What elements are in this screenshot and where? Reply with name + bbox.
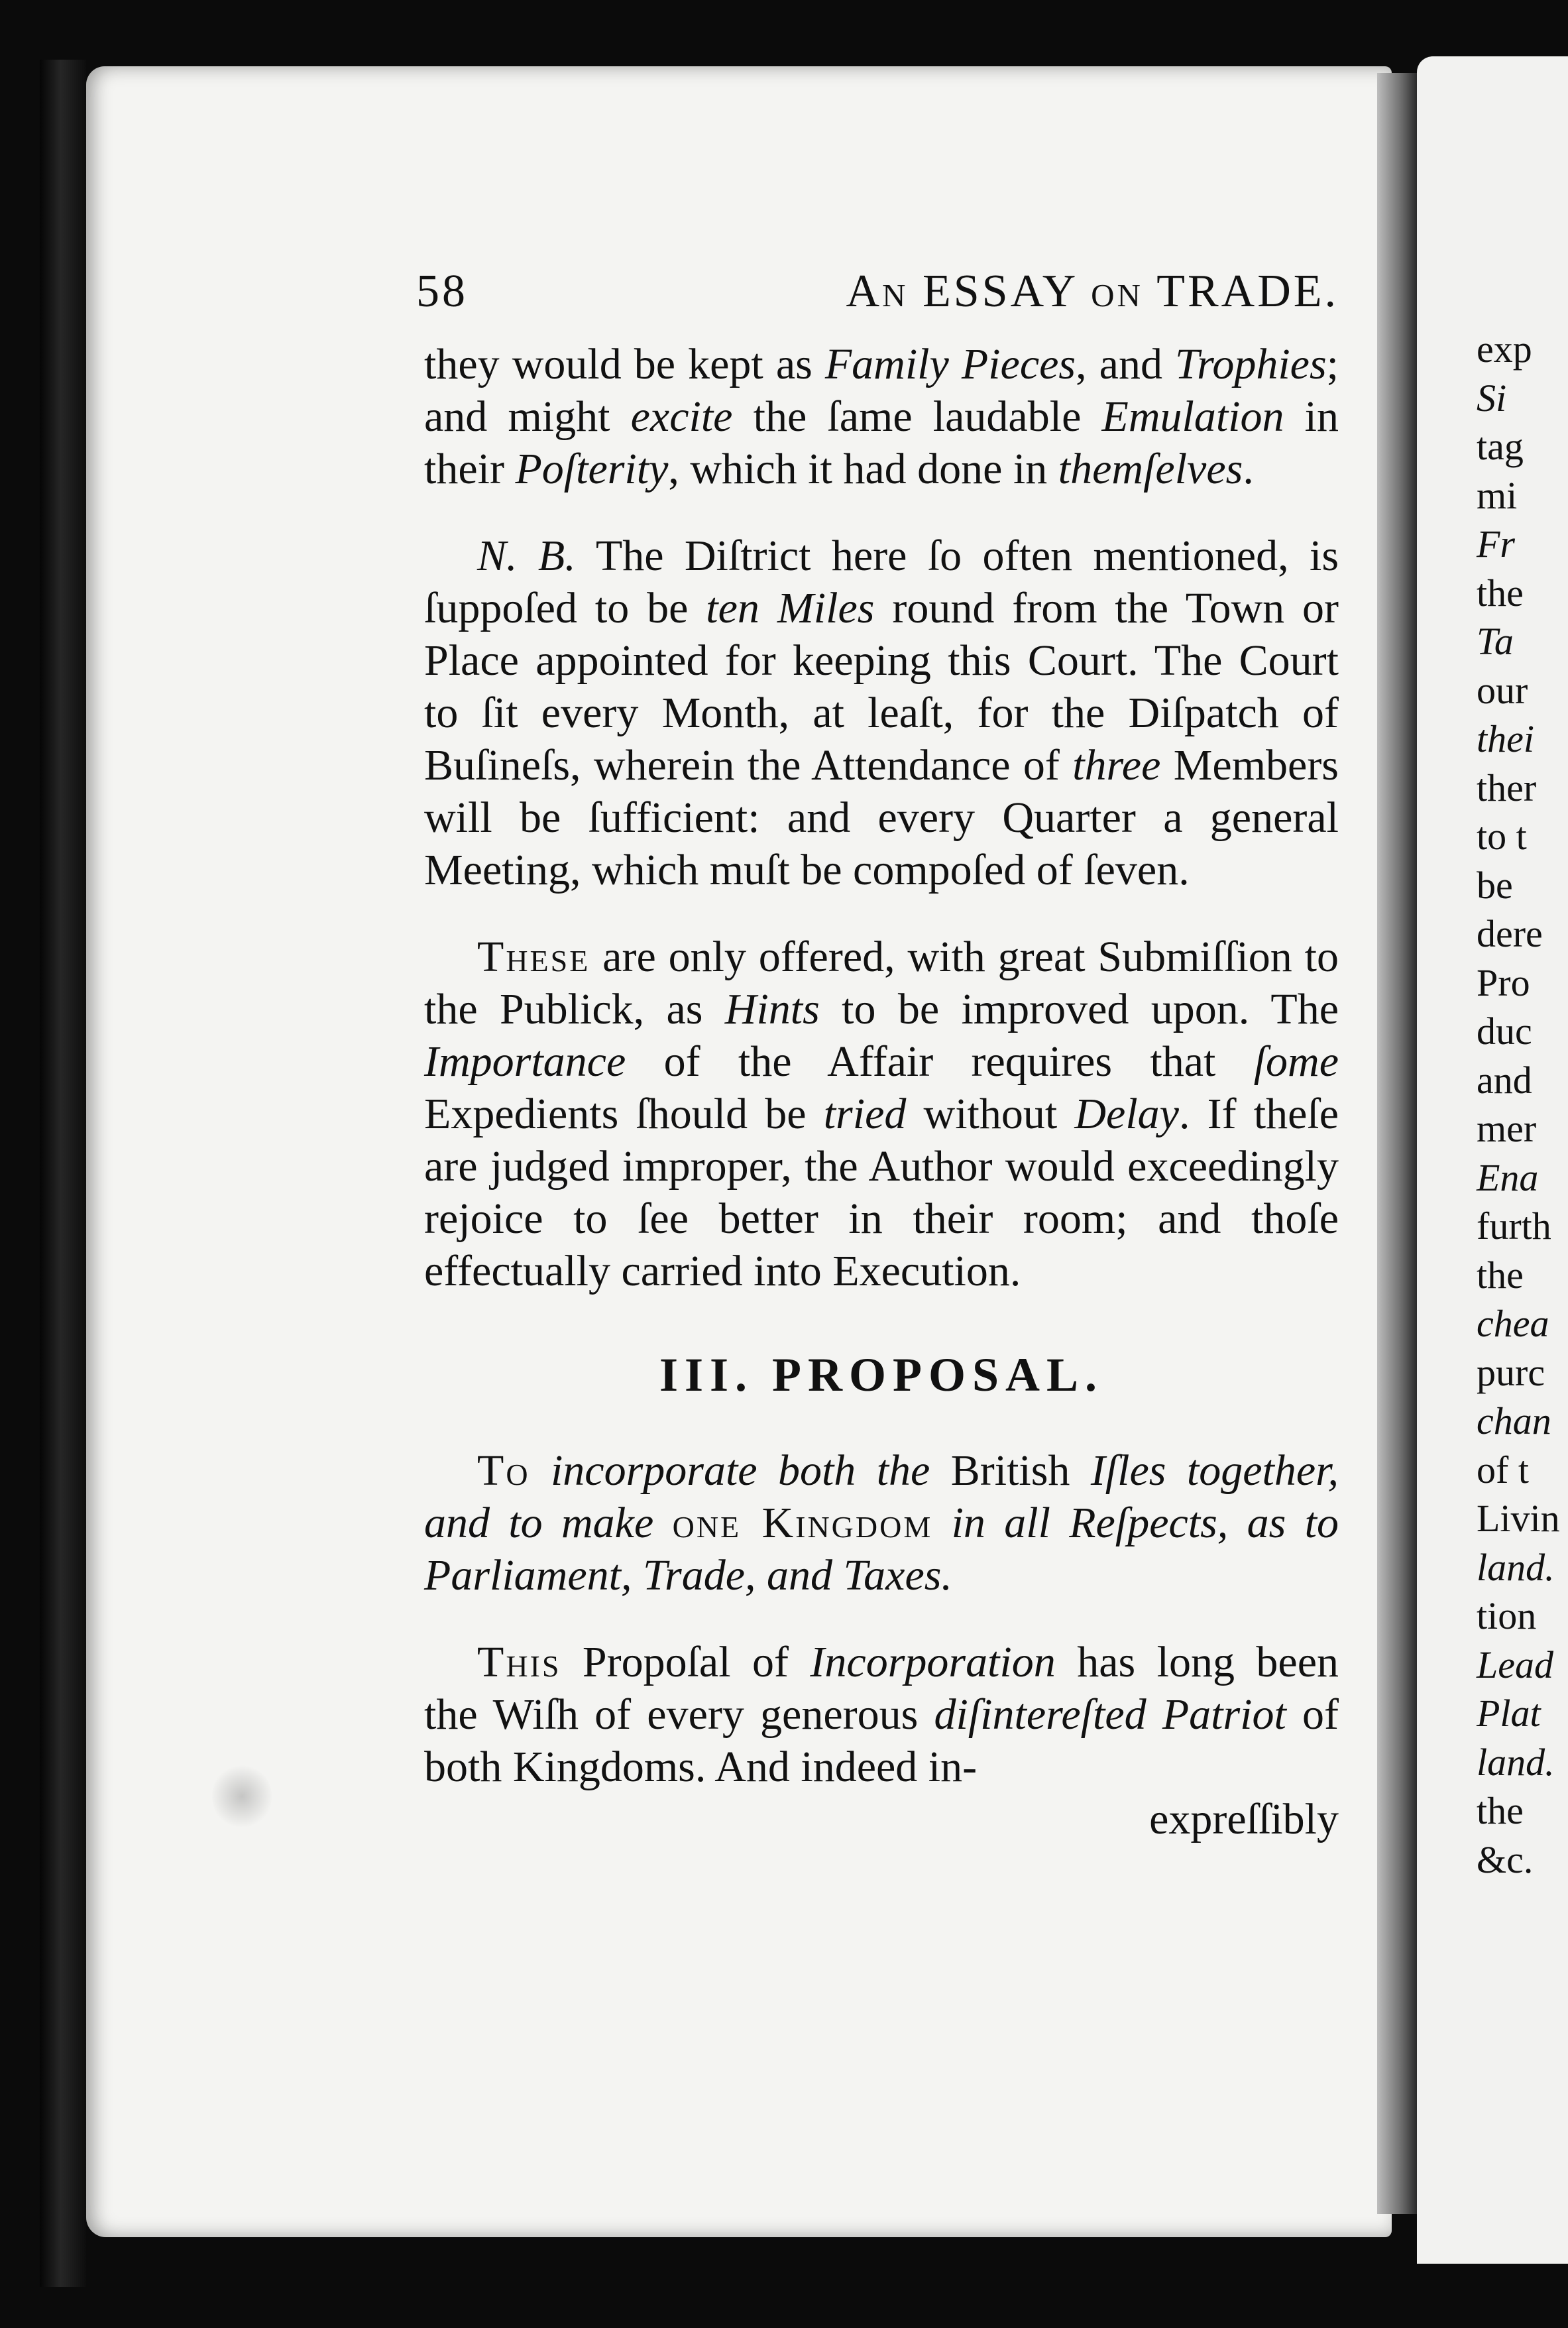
facing-page-line: Ena — [1477, 1155, 1539, 1199]
running-header — [416, 265, 1339, 338]
facing-page-text — [1477, 325, 1568, 1884]
facing-page-line: Fr — [1477, 522, 1515, 565]
facing-page-line: Pro — [1477, 960, 1530, 1004]
running-head-title: An ESSAY on TRADE. — [846, 266, 1339, 317]
paragraph-1: they would be kept as Family Pieces, and Trophies; and might excite the ſame laudable Emulation in their Poſterity, which it had done in themſelves. — [424, 340, 1339, 493]
page-edge-shadow — [1377, 73, 1417, 2214]
facing-page-line: purc — [1477, 1350, 1545, 1394]
book-binding — [40, 60, 86, 2287]
facing-page-line: land. — [1477, 1545, 1555, 1589]
facing-page-line: our — [1477, 668, 1528, 712]
facing-page-line: land. — [1477, 1740, 1555, 1784]
facing-page-line: the — [1477, 1789, 1524, 1832]
facing-page-line: of t — [1477, 1448, 1529, 1491]
facing-page-line: exp — [1477, 327, 1532, 371]
facing-page-line: duc — [1477, 1010, 1532, 1053]
facing-page-line: chan — [1477, 1399, 1551, 1442]
facing-page-line: be — [1477, 863, 1513, 907]
facing-page-line: &c. — [1477, 1837, 1534, 1881]
facing-page-line: to t — [1477, 815, 1527, 858]
facing-page-line: Plat — [1477, 1692, 1541, 1735]
facing-page-line: dere — [1477, 912, 1543, 955]
facing-page-line: tion — [1477, 1594, 1537, 1637]
facing-page-line: ther — [1477, 766, 1537, 809]
facing-page-line: Livin — [1477, 1497, 1560, 1540]
proposal-statement: To incorporate both the British Iſles together, and to make one Kingdom in all Reſpects, as to Parliament, Trade, and Taxes. — [424, 1446, 1339, 1600]
page-text — [416, 265, 1339, 1845]
facing-page-line: furth — [1477, 1204, 1551, 1248]
facing-page-line: Si — [1477, 376, 1507, 420]
facing-page-line: tag — [1477, 425, 1524, 468]
facing-page-line: the — [1477, 571, 1524, 614]
ink-smudge — [212, 1763, 272, 1830]
paragraph-3: These are only offered, with great Submiſſion to the Publick, as Hints to be improved upon. The Importance of the Affair requires that ſome Expedients ſhould be tried without Delay. If theſe are judged improper, the Author would exceedingly rejoice to ſee better in their room; and thoſe effectually carried into Execution. — [424, 933, 1339, 1295]
facing-page-line: mer — [1477, 1107, 1537, 1150]
facing-page-line: mi — [1477, 473, 1518, 517]
facing-page-line: and — [1477, 1058, 1532, 1102]
section-heading: III. PROPOSAL. — [659, 1348, 1104, 1401]
facing-page-line: the — [1477, 1253, 1524, 1297]
paragraph-2-note: N. B. The Diſtrict here ſo often mentioned, is ſuppoſed to be ten Miles round from the Town or Place appointed for keeping this Court. The Court to ſit every Month, at leaſt, for the Diſpatch of Buſineſs, wherein the Attendance of three Members will be ſufficient: and every Quarter a general Meeting, which muſt be compoſed of ſeven. — [424, 532, 1339, 894]
facing-page-line: thei — [1477, 717, 1534, 760]
paragraph-4: This Propoſal of Incorporation has long been the Wiſh of every generous diſintereſted Patriot of both Kingdoms. And indeed in- — [424, 1638, 1339, 1791]
page-number: 58 — [416, 266, 468, 317]
facing-page-line: Ta — [1477, 620, 1514, 663]
facing-page-line: Lead — [1477, 1643, 1553, 1686]
catchword: expreſſibly — [1149, 1795, 1339, 1843]
facing-page-line: chea — [1477, 1302, 1549, 1345]
